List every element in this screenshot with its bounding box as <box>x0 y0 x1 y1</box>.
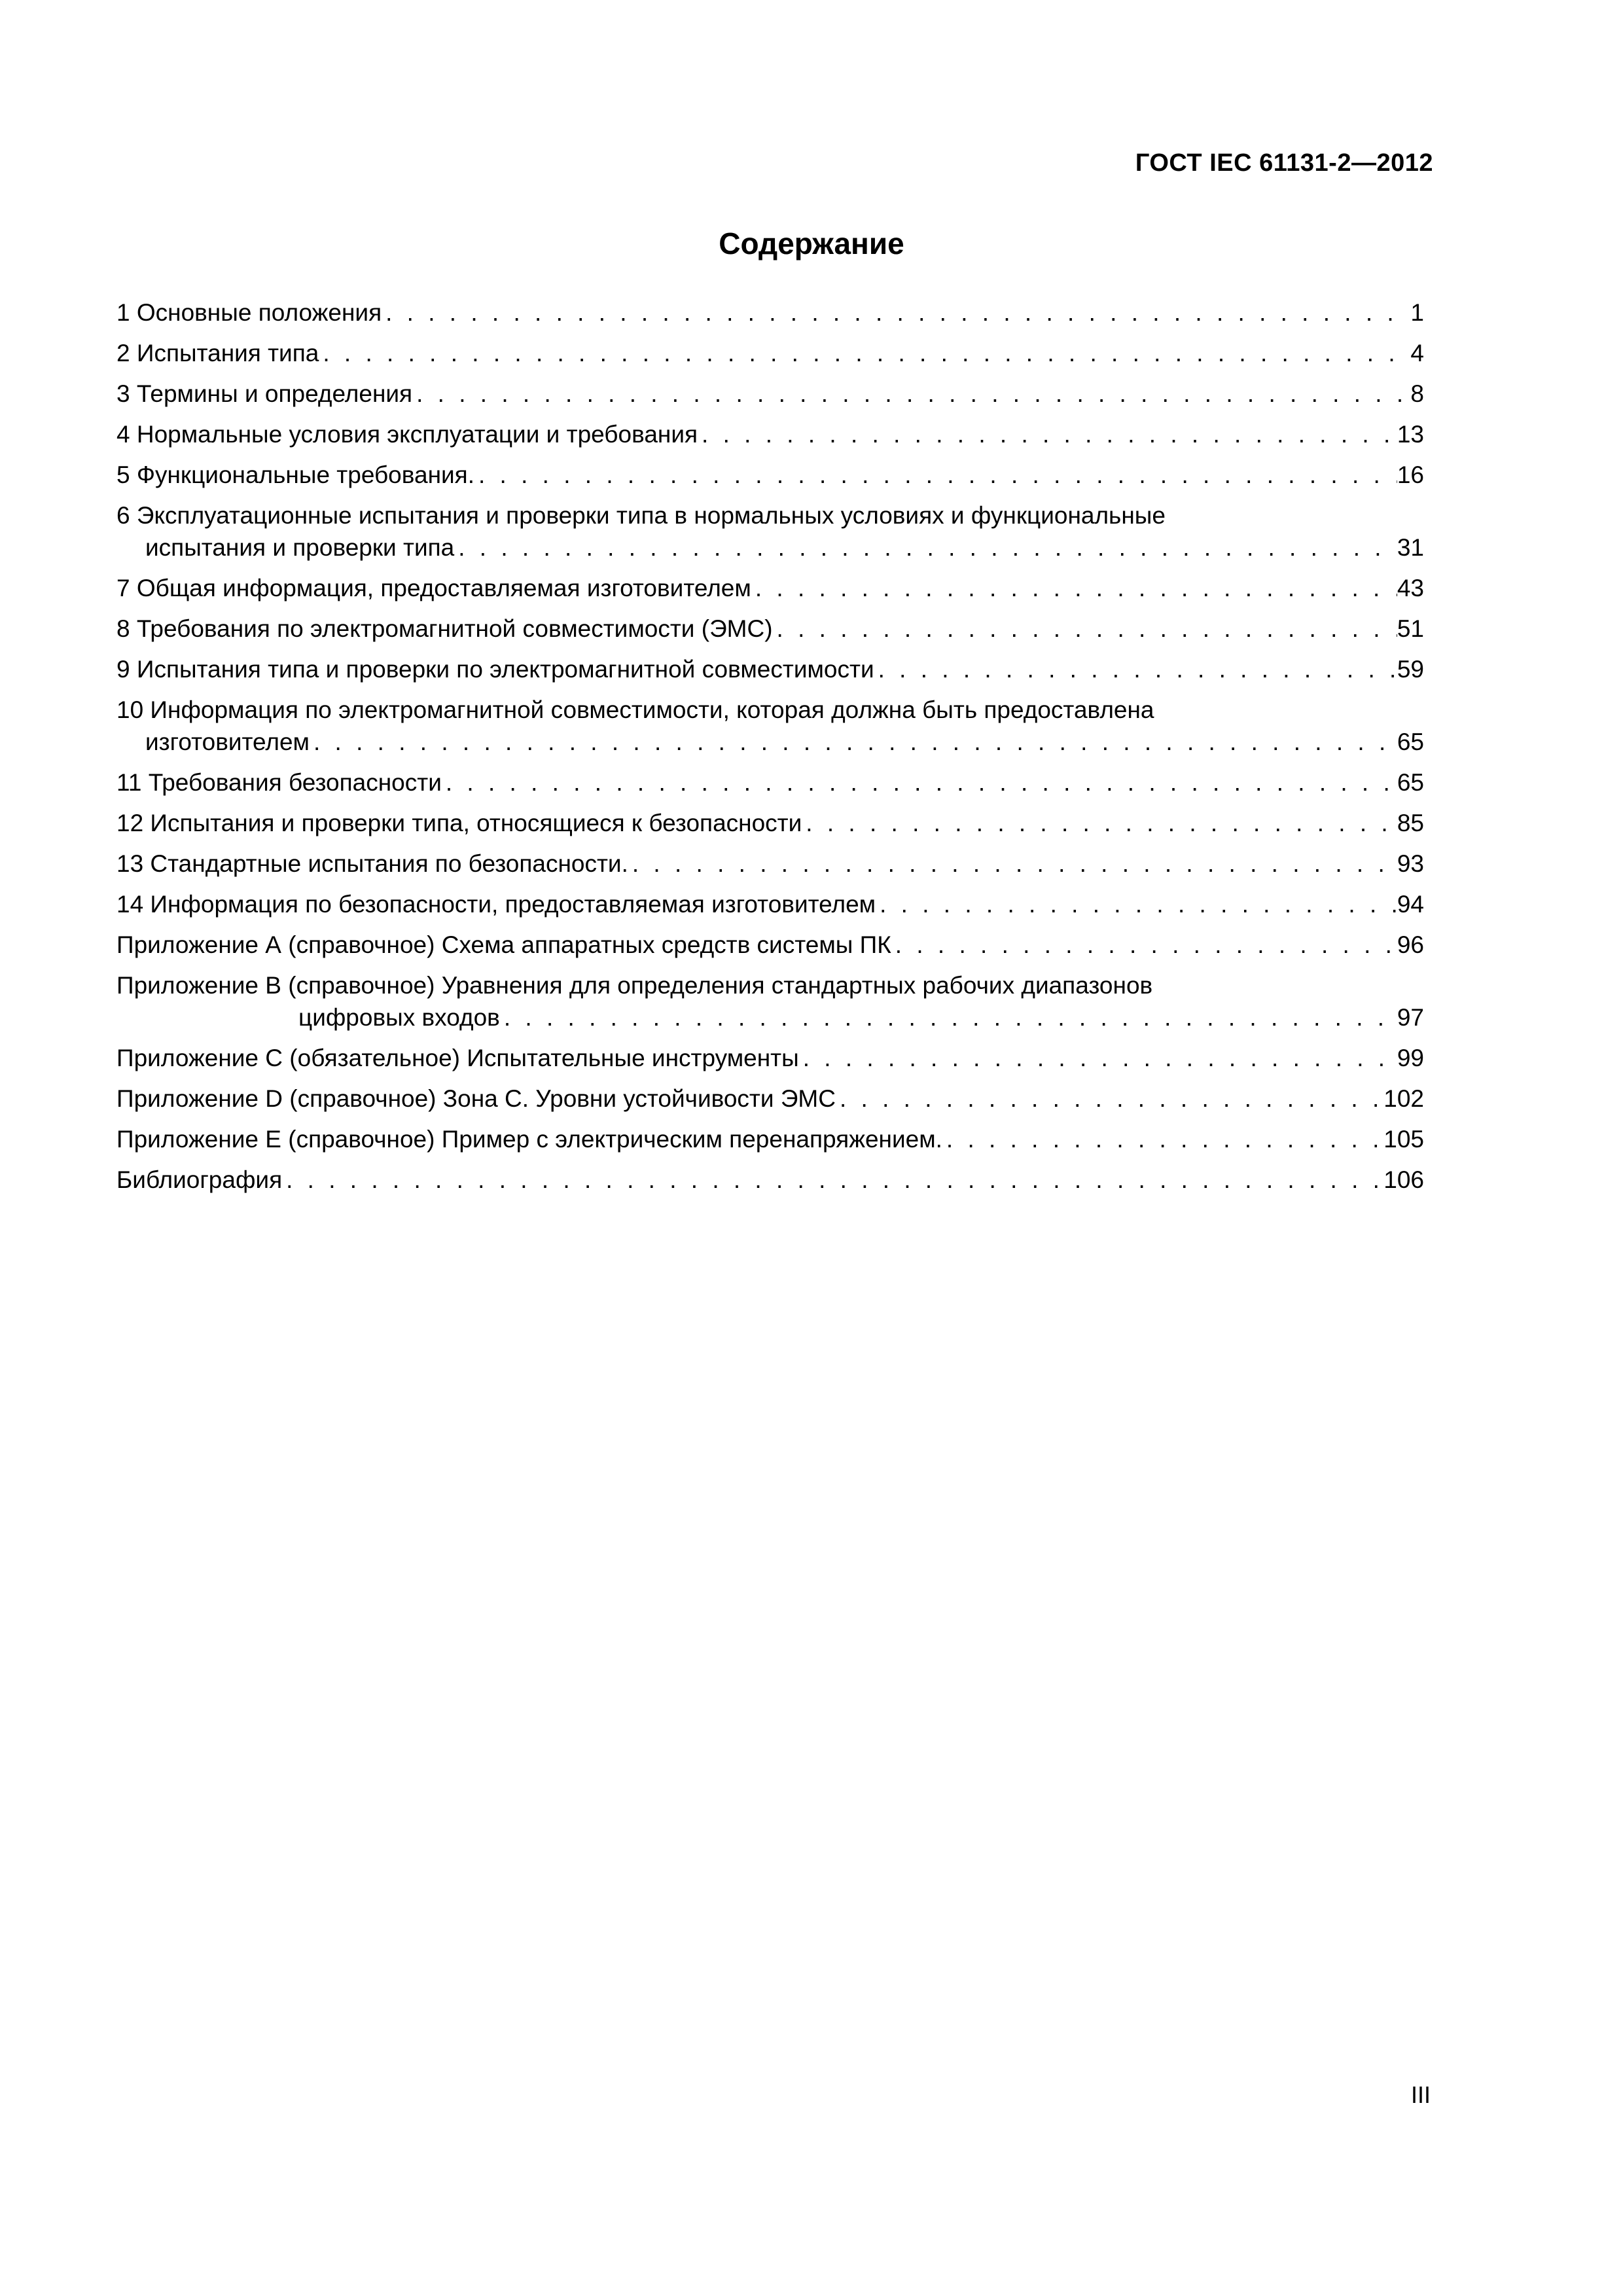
dot-leader <box>454 531 1397 564</box>
toc-entry[interactable] <box>116 613 1424 645</box>
toc-entry-title-line2: цифровых входов <box>298 1004 500 1031</box>
toc-entry-title: Приложение D (справочное) Зона С. Уровни устойчивости ЭМС <box>116 1085 836 1112</box>
toc-entry-title: 9 Испытания типа и проверки по электромагнитной совместимости <box>116 656 874 683</box>
toc-entry-title-line1: 6 Эксплуатационные испытания и проверки типа в нормальных условиях и функциональные <box>116 502 1166 529</box>
toc-page-number: 65 <box>1397 769 1424 796</box>
dot-leader <box>382 296 1410 329</box>
toc-entry[interactable] <box>116 296 1424 329</box>
toc-entry[interactable] <box>116 653 1424 685</box>
toc-entry[interactable] <box>116 694 1424 758</box>
toc-entry[interactable] <box>116 418 1424 450</box>
toc-entry-title: 5 Функциональные требования. <box>116 461 474 488</box>
toc-entry-title-line1: 10 Информация по электромагнитной совместимости, которая должна быть предоставлена <box>116 696 1154 723</box>
dot-leader <box>773 613 1397 645</box>
toc-entry[interactable] <box>116 766 1424 798</box>
toc-page-number: 51 <box>1397 615 1424 642</box>
toc-entry[interactable] <box>116 929 1424 961</box>
toc-page-number: 59 <box>1397 656 1424 683</box>
toc-entry-title: Приложение А (справочное) Схема аппаратных средств системы ПК <box>116 931 891 958</box>
toc-page-number: 16 <box>1397 461 1424 488</box>
toc-entry-title: 2 Испытания типа <box>116 340 319 367</box>
toc-entry-title: Приложение С (обязательное) Испытательные инструменты <box>116 1045 799 1071</box>
toc-entry-title-line2: испытания и проверки типа <box>145 534 455 561</box>
dot-leader <box>310 726 1397 758</box>
toc-entry[interactable] <box>116 848 1424 880</box>
toc-entry-title: 3 Термины и определения <box>116 380 413 407</box>
toc-entry-title: 1 Основные положения <box>116 299 382 326</box>
toc-entry-title: Приложение Е (справочное) Пример с электрическим перенапряжением. <box>116 1126 942 1153</box>
toc-entry-title: Библиография <box>116 1166 283 1193</box>
dot-leader <box>876 888 1397 920</box>
dot-leader <box>500 1001 1397 1033</box>
document-id-header: ГОСТ IEC 61131-2—2012 <box>1135 149 1433 177</box>
dot-leader <box>942 1123 1383 1155</box>
toc-entry[interactable] <box>116 459 1424 491</box>
toc-page-number: 31 <box>1397 534 1424 561</box>
dot-leader <box>442 766 1397 798</box>
toc-page-number: 13 <box>1397 421 1424 448</box>
toc-entry[interactable] <box>116 969 1424 1033</box>
dot-leader <box>698 418 1397 450</box>
toc-entry[interactable] <box>116 1083 1424 1115</box>
toc-entry-title: 8 Требования по электромагнитной совместимости (ЭМС) <box>116 615 773 642</box>
dot-leader <box>474 459 1397 491</box>
toc-page-number: 65 <box>1397 728 1424 755</box>
toc-entry[interactable] <box>116 572 1424 604</box>
toc-page-number: 106 <box>1383 1166 1424 1193</box>
toc-page-number: 43 <box>1397 575 1424 601</box>
toc-entry-title: 14 Информация по безопасности, предоставляемая изготовителем <box>116 891 876 918</box>
dot-leader <box>751 572 1397 604</box>
toc-entry-title-line1: Приложение В (справочное) Уравнения для определения стандартных рабочих диапазонов <box>116 972 1153 999</box>
toc-entry[interactable] <box>116 1123 1424 1155</box>
page-number-footer: III <box>1410 2081 1431 2108</box>
dot-leader <box>412 378 1410 410</box>
toc-entry-title: 4 Нормальные условия эксплуатации и требования <box>116 421 698 448</box>
toc-entry[interactable] <box>116 499 1424 564</box>
toc-entry-title: 11 Требования безопасности <box>116 769 442 796</box>
toc-page-number: 96 <box>1397 931 1424 958</box>
toc-entry[interactable] <box>116 888 1424 920</box>
toc-page-number: 1 <box>1410 299 1424 326</box>
toc-page-number: 102 <box>1383 1085 1424 1112</box>
toc-entry-title: 7 Общая информация, предоставляемая изготовителем <box>116 575 751 601</box>
toc-page-number: 105 <box>1383 1126 1424 1153</box>
dot-leader <box>874 653 1397 685</box>
dot-leader <box>836 1083 1383 1115</box>
toc-page-number: 85 <box>1397 810 1424 836</box>
dot-leader <box>319 337 1410 369</box>
toc-entry[interactable] <box>116 378 1424 410</box>
toc-entry[interactable] <box>116 1042 1424 1074</box>
toc-page-number: 93 <box>1397 850 1424 877</box>
toc-page-number: 8 <box>1410 380 1424 407</box>
toc-page-number: 4 <box>1410 340 1424 367</box>
toc-entry-title: 12 Испытания и проверки типа, относящиеся к безопасности <box>116 810 802 836</box>
dot-leader <box>282 1164 1383 1196</box>
dot-leader <box>802 807 1397 839</box>
dot-leader <box>628 848 1397 880</box>
toc-entry[interactable] <box>116 807 1424 839</box>
toc-title: Содержание <box>719 226 904 260</box>
dot-leader <box>891 929 1397 961</box>
toc-page-number: 94 <box>1397 891 1424 918</box>
toc-entry[interactable] <box>116 1164 1424 1196</box>
toc-page-number: 97 <box>1397 1004 1424 1031</box>
toc-entry[interactable] <box>116 337 1424 369</box>
toc-entry-title: 13 Стандартные испытания по безопасности. <box>116 850 628 877</box>
table-of-contents <box>116 296 1424 1204</box>
toc-page-number: 99 <box>1397 1045 1424 1071</box>
toc-entry-title-line2: изготовителем <box>145 728 310 755</box>
dot-leader <box>799 1042 1397 1074</box>
